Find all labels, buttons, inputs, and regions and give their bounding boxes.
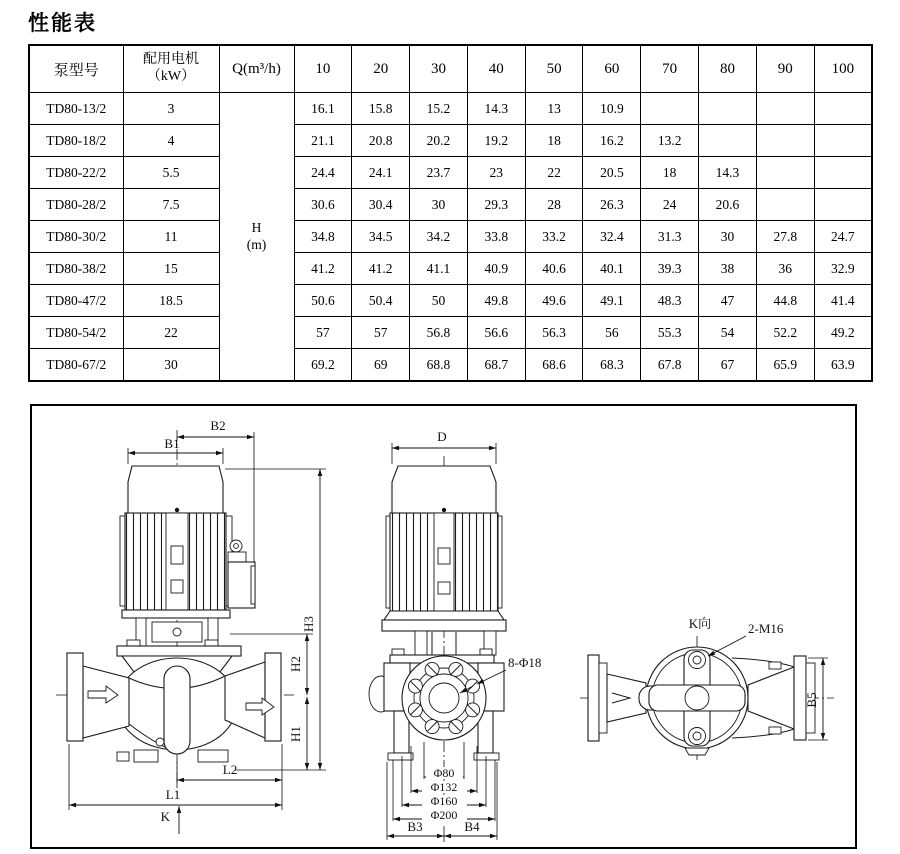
dim-phi160: Φ160 [430, 794, 458, 808]
dim-h2: H2 [288, 656, 303, 672]
head-value-cell: 49.1 [583, 285, 641, 317]
col-header-flow: Q(m³/h) [219, 45, 294, 93]
table-row [29, 221, 872, 253]
model-cell: TD80-38/2 [29, 253, 123, 285]
pump-front-view [369, 429, 541, 842]
head-value-cell [756, 157, 814, 189]
head-value-cell: 33.2 [525, 221, 583, 253]
head-value-cell: 56 [583, 317, 641, 349]
head-value-cell [814, 93, 872, 125]
head-value-cell: 15.8 [352, 93, 410, 125]
head-value-cell: 24.1 [352, 157, 410, 189]
dim-h3: H3 [301, 616, 316, 632]
pump-casing-side [67, 646, 281, 762]
flow-header-50: 50 [525, 45, 583, 93]
head-value-cell: 20.6 [699, 189, 757, 221]
model-cell: TD80-67/2 [29, 349, 123, 382]
head-value-cell: 44.8 [756, 285, 814, 317]
head-unit: (m) [246, 236, 267, 252]
head-value-cell [814, 125, 872, 157]
head-value-cell: 55.3 [641, 317, 699, 349]
header-row [29, 45, 872, 93]
head-value-cell [756, 189, 814, 221]
head-value-cell [756, 125, 814, 157]
motor-side [120, 466, 232, 618]
flow-header-100: 100 [814, 45, 872, 93]
dim-b1: B1 [164, 436, 180, 451]
head-value-cell: 13 [525, 93, 583, 125]
dim-phi80: Φ80 [433, 766, 455, 780]
dim-b4: B4 [464, 819, 480, 834]
flow-header-40: 40 [467, 45, 525, 93]
head-value-cell: 65.9 [756, 349, 814, 382]
table-body [29, 93, 872, 382]
head-value-cell: 18 [525, 125, 583, 157]
dim-phi200: Φ200 [430, 808, 458, 822]
head-value-cell: 33.8 [467, 221, 525, 253]
head-value-cell: 15.2 [410, 93, 468, 125]
head-value-cell: 32.9 [814, 253, 872, 285]
head-value-cell: 34.8 [294, 221, 352, 253]
head-value-cell: 20.2 [410, 125, 468, 157]
head-value-cell: 50 [410, 285, 468, 317]
model-cell: TD80-47/2 [29, 285, 123, 317]
head-value-cell: 50.4 [352, 285, 410, 317]
dim-l2: L2 [222, 762, 238, 777]
datasheet-page [0, 7, 900, 854]
head-value-cell: 24.7 [814, 221, 872, 253]
head-value-cell: 40.9 [467, 253, 525, 285]
model-cell: TD80-18/2 [29, 125, 123, 157]
head-value-cell: 69.2 [294, 349, 352, 382]
k-view-body [639, 647, 748, 755]
table-row [29, 125, 872, 157]
head-value-cell: 30.4 [352, 189, 410, 221]
head-value-cell: 28 [525, 189, 583, 221]
dim-k: K [160, 809, 170, 824]
flow-header-90: 90 [756, 45, 814, 93]
performance-table [28, 44, 873, 382]
model-cell: TD80-22/2 [29, 157, 123, 189]
col-header-model: 泵型号 [29, 45, 123, 93]
head-value-cell [756, 93, 814, 125]
head-value-cell: 39.3 [641, 253, 699, 285]
table-row [29, 317, 872, 349]
head-value-cell: 23.7 [410, 157, 468, 189]
head-value-cell: 40.1 [583, 253, 641, 285]
motor-header-line2: （kW） [146, 69, 196, 84]
head-value-cell [814, 189, 872, 221]
head-value-cell: 10.9 [583, 93, 641, 125]
head-value-cell: 68.7 [467, 349, 525, 382]
head-value-cell: 32.4 [583, 221, 641, 253]
table-row [29, 189, 872, 221]
flow-header-80: 80 [699, 45, 757, 93]
head-value-cell: 50.6 [294, 285, 352, 317]
head-value-cell: 30 [699, 221, 757, 253]
head-value-cell: 48.3 [641, 285, 699, 317]
table-row [29, 349, 872, 382]
head-value-cell: 49.6 [525, 285, 583, 317]
head-value-cell: 20.5 [583, 157, 641, 189]
motor-header-line1: 配用电机 [143, 52, 199, 68]
dim-l1: L1 [165, 787, 181, 802]
power-cell: 4 [123, 125, 219, 157]
head-value-cell: 67.8 [641, 349, 699, 382]
head-unit-cell [219, 93, 294, 382]
head-value-cell: 31.3 [641, 221, 699, 253]
head-value-cell: 57 [294, 317, 352, 349]
head-value-cell: 18 [641, 157, 699, 189]
head-value-cell: 20.8 [352, 125, 410, 157]
head-value-cell: 40.6 [525, 253, 583, 285]
drawing-panel [30, 404, 857, 849]
flow-header-60: 60 [583, 45, 641, 93]
head-value-cell: 24.4 [294, 157, 352, 189]
head-value-cell: 69 [352, 349, 410, 382]
head-value-cell: 54 [699, 317, 757, 349]
head-value-cell: 30 [410, 189, 468, 221]
k-view-title: K向 [688, 616, 712, 631]
pump-side-view [56, 418, 326, 834]
head-value-cell: 49.2 [814, 317, 872, 349]
lantern-stool [127, 618, 218, 646]
page-title: 性能表 [28, 11, 97, 35]
model-cell: TD80-54/2 [29, 317, 123, 349]
terminal-box [228, 540, 255, 608]
power-cell: 3 [123, 93, 219, 125]
head-value-cell [641, 93, 699, 125]
head-value-cell [699, 93, 757, 125]
dim-d: D [437, 429, 447, 444]
head-value-cell: 13.2 [641, 125, 699, 157]
head-value-cell: 56.6 [467, 317, 525, 349]
head-value-cell: 23 [467, 157, 525, 189]
model-cell: TD80-13/2 [29, 93, 123, 125]
dim-phi132: Φ132 [430, 780, 458, 794]
power-cell: 18.5 [123, 285, 219, 317]
head-value-cell: 34.5 [352, 221, 410, 253]
head-value-cell: 14.3 [699, 157, 757, 189]
power-cell: 15 [123, 253, 219, 285]
head-value-cell [699, 125, 757, 157]
head-value-cell: 38 [699, 253, 757, 285]
dim-h1: H1 [288, 726, 303, 742]
table-row [29, 285, 872, 317]
table-row [29, 157, 872, 189]
power-cell: 22 [123, 317, 219, 349]
head-value-cell: 41.2 [352, 253, 410, 285]
head-value-cell: 49.8 [467, 285, 525, 317]
power-cell: 7.5 [123, 189, 219, 221]
dimension-drawing [32, 406, 855, 847]
power-cell: 5.5 [123, 157, 219, 189]
head-value-cell: 41.1 [410, 253, 468, 285]
bolt-holes-note: 8-Φ18 [508, 655, 542, 670]
model-cell: TD80-28/2 [29, 189, 123, 221]
head-value-cell: 68.8 [410, 349, 468, 382]
head-value-cell [814, 157, 872, 189]
flow-header-70: 70 [641, 45, 699, 93]
head-symbol: H [251, 219, 262, 235]
head-value-cell: 56.3 [525, 317, 583, 349]
head-value-cell: 14.3 [467, 93, 525, 125]
head-value-cell: 36 [756, 253, 814, 285]
head-value-cell: 67 [699, 349, 757, 382]
head-value-cell: 41.2 [294, 253, 352, 285]
table-row [29, 93, 872, 125]
head-value-cell: 16.2 [583, 125, 641, 157]
dim-b5: B5 [804, 692, 819, 708]
head-value-cell: 30.6 [294, 189, 352, 221]
flow-header-10: 10 [294, 45, 352, 93]
dim-b2: B2 [210, 418, 226, 433]
suction-flange-face [402, 656, 486, 740]
head-value-cell: 16.1 [294, 93, 352, 125]
dim-b3: B3 [407, 819, 423, 834]
head-value-cell: 47 [699, 285, 757, 317]
head-value-cell: 68.6 [525, 349, 583, 382]
head-value-cell: 21.1 [294, 125, 352, 157]
model-cell: TD80-30/2 [29, 221, 123, 253]
head-value-cell: 22 [525, 157, 583, 189]
head-value-cell: 52.2 [756, 317, 814, 349]
power-cell: 30 [123, 349, 219, 382]
thread-note: 2-M16 [748, 621, 784, 636]
flow-header-20: 20 [352, 45, 410, 93]
pump-k-view [580, 616, 834, 760]
head-value-cell: 26.3 [583, 189, 641, 221]
head-value-cell: 41.4 [814, 285, 872, 317]
power-cell: 11 [123, 221, 219, 253]
head-value-cell: 34.2 [410, 221, 468, 253]
head-value-cell: 24 [641, 189, 699, 221]
col-header-motor [123, 45, 219, 93]
table-row [29, 253, 872, 285]
flow-header-30: 30 [410, 45, 468, 93]
head-value-cell: 19.2 [467, 125, 525, 157]
head-value-cell: 57 [352, 317, 410, 349]
head-value-cell: 27.8 [756, 221, 814, 253]
head-value-cell: 63.9 [814, 349, 872, 382]
head-value-cell: 68.3 [583, 349, 641, 382]
head-value-cell: 56.8 [410, 317, 468, 349]
head-value-cell: 29.3 [467, 189, 525, 221]
